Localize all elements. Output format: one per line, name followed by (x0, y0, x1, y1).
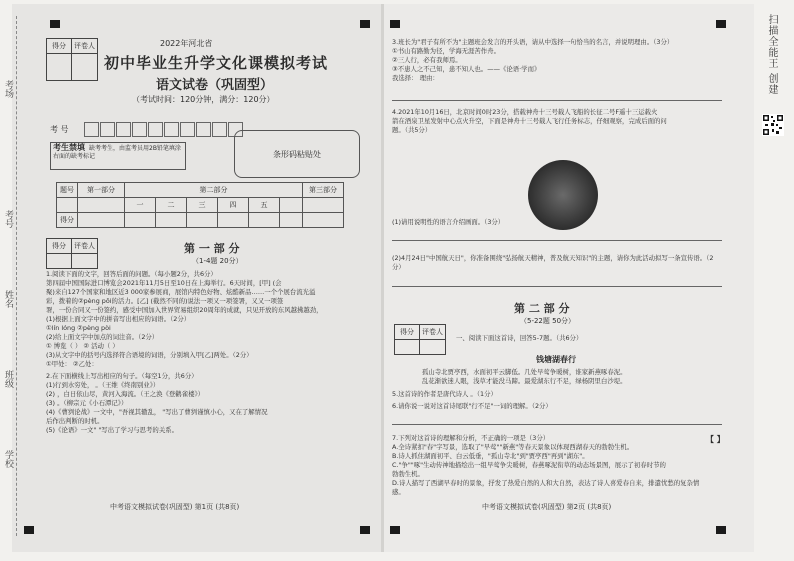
question-4-sub1: (1)请用说明性的语言介绍画面。（3分） (392, 218, 505, 226)
exam-year: 2022年河北省 (160, 39, 213, 48)
exam-no-label: 考 号 (50, 125, 69, 134)
question-3: 3.班长为"君子有所不为"主题班会发言的开头语，请从中选择一句恰当的名言，并说明理由。（3分） ①书山有路勤为径，学海无涯苦作舟。 ②三人行，必有我师焉。 ③不患人之不己知，患不知人也。——《论语·学而》 我选择： 理由： (392, 38, 674, 82)
score-label: 得分 (47, 39, 72, 54)
question-4-sub2: (2)4月24日"中国航天日"，你准备围绕"弘扬航天精神，普及航天知识"的主题，请你为此活动拟写一条宣传语。（2分） (392, 254, 714, 271)
score-box-part-two: 得分 评卷人 (394, 324, 446, 355)
barcode-area (234, 130, 360, 178)
alignment-mark (716, 526, 726, 534)
part-one-title: 第 一 部 分 (184, 242, 240, 255)
question-1: 1.阅读下面的文字，回答后面的问题。（每小题2分，共6分） 第四届中国国际进口博览会2021年11月5日至10日在上海举行。6天时间，[甲] (会 聚)来自127个国家和地区近3 000家参展商，展馆内特色好物、炫酷新品……一个个展台流光溢 彩，拨着的②pèng pōi的活力。[乙] (截然不同的)说法一项又一项签署，又又一项签 署，一份合同又一份签约，感受中国加入世界贸易组织20周年的成就，只见开放的东风越拂越劲， (1)根据上面文字中的拼音写出相应的词语。（2分） ①lín lóng ②pèng pòi (2)给上面文字中加点的词注音。（2分） ① 博览（ ） ② 活动（ ） (3)从文字中的括号内选择符合语境的词语，分别填入甲[乙]两处。（2分） ①甲处： ②乙处： (46, 270, 323, 368)
table-row: 题号 第一部分 第二部分 第三部分 (57, 183, 344, 198)
score-table (56, 182, 344, 228)
question-7: 7.下列对这首诗的理解和分析，不正确的一项是（3分） A.全诗紧扣"春"字写景，选取了"早莺""新燕"等春天景象以体现西湖春天的勃勃生机。 B.诗人抓住湖面初平、白云低垂，"孤山寺北"到"贾亭西"再到"湖东"。 C."争""啄"生动传神地描绘出一组早莺争尖暖树，春燕啄泥衔草的动态场景图，展示了初春时节的 勃勃生机。 D.诗人描写了西湖早春时的景象，抒发了热爱自然的人和大自然，表达了诗人喜爱春自来，排遣忧愁的复杂情感。 (392, 434, 700, 496)
side-label-exam-no: 考号 (3, 210, 13, 228)
exam-no-cells[interactable] (84, 122, 244, 137)
grader-label: 评卷人 (72, 39, 98, 54)
section-one-heading: 一、阅读下面这首诗，回答5-7题。（共6分） (456, 334, 583, 342)
scanner-watermark: 扫描全能王 创建 (766, 14, 777, 96)
side-label-class: 班级 (3, 370, 13, 388)
binding-line (16, 16, 17, 536)
alignment-mark (390, 526, 400, 534)
left-footer: 中考语文模拟试卷(巩固型) 第1页 (共8页) (110, 503, 240, 511)
side-label-school: 学校 (3, 450, 13, 468)
notice-text: 缺考考生，由监考员用2B铅笔填涂右面的缺考标记 (53, 145, 181, 160)
barcode-label: 条形码粘贴处 (273, 149, 321, 159)
exam-title: 初中毕业生升学文化课模拟考试 (104, 54, 329, 72)
poem-text: 孤山寺北贾亭西，水面初平云脚低。几处早莺争暖树，谁家新燕啄春泥。 乱花渐欲迷人眼，浅草才能没马蹄。最爱湖东行不足，绿杨阴里白沙堤。 (422, 368, 627, 385)
answer-line[interactable] (392, 286, 722, 287)
exam-subtitle: 语文试卷（巩固型） (156, 78, 274, 93)
answer-line[interactable] (392, 240, 722, 241)
alignment-mark (360, 526, 370, 534)
qr-code-icon (762, 114, 784, 136)
poem-title: 钱塘湖春行 (536, 355, 576, 364)
side-label-name: 姓名 (3, 290, 13, 308)
part-two-range: （5-22题 50分） (520, 317, 576, 325)
alignment-mark (716, 20, 726, 28)
question-2: 2.在下面横线上写出相应的句子。（每空1分，共6分） (1)行到水穷处， 。（王维《终南别业》） (2) ，白日依山尽，黄河入海流。（王之涣《登鹳雀楼》） (3) 。（柳宗元《小石潭记》） (4)《曹刿论战》一文中，"吾视其辙乱， "写出了曹刿谨慎小心，又在了解情况 后作出判断的时机。 (5)《论语》一文" "写出了学习与思考的关系。 (46, 372, 268, 434)
part-one-range: （1-4题 20分） (192, 257, 243, 265)
score-box-top (46, 38, 98, 81)
right-footer: 中考语文模拟试卷(巩固型) 第2页 (共8页) (482, 503, 612, 511)
alignment-mark (24, 526, 34, 534)
part-two-title: 第 二 部 分 (514, 302, 570, 315)
alignment-mark (360, 20, 370, 28)
score-box-part-one: 得分 评卷人 (46, 238, 98, 269)
question-6: 6.请你说一说对这首诗尾联"行不足"一词的理解。（2分） (392, 402, 552, 410)
alignment-mark (390, 20, 400, 28)
table-row: 得分 (57, 213, 344, 228)
alignment-mark (50, 20, 60, 28)
answer-line[interactable] (392, 424, 722, 425)
question-4: 4.2021年10月16日，北京时间0时23分，搭载神舟十三号载人飞船的长征二号F遥十三运载火 箭在酒泉卫星发射中心点火升空，下面是神舟十三号载人飞行任务标志，仔细观察，完成后面的问 题。（共5分） (392, 108, 667, 134)
answer-line[interactable] (392, 100, 722, 101)
notice-label: 考生禁填 (53, 143, 85, 152)
question-5: 5.这首诗的作者是唐代诗人 。（1分） (392, 390, 497, 398)
answer-bracket[interactable]: 【 】 (706, 435, 725, 444)
time-note: （考试时间：120分钟，满分：120分） (132, 95, 275, 104)
notice-box (50, 142, 186, 170)
side-label-exam-room: 考场 (3, 80, 13, 98)
table-row: 一 二 三 四 五 (57, 198, 344, 213)
